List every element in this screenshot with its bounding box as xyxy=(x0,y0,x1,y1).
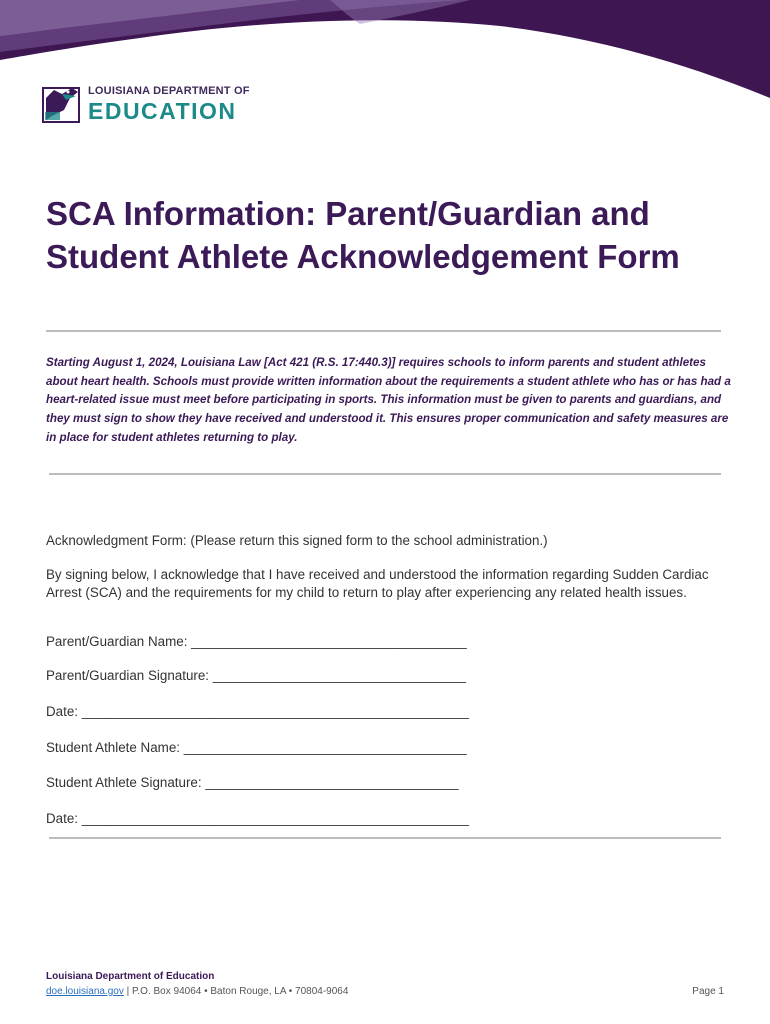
logo-education-text: EDUCATION xyxy=(88,97,237,124)
intro-paragraph: Starting August 1, 2024, Louisiana Law [Act 421 (R.S. 17:440.3)] requires schools to inform parents and student athletes about heart health. Schools must provide written information about the requirements a student athlete who has or has had a heart-related issue must meet before participating in sports. This information must be given to parents and guardians, and they must sign to show they have received and understood it. This ensures proper communication and safety measures are in place for student athletes returning to play. xyxy=(46,356,731,444)
footer-website-link[interactable]: doe.louisiana.gov xyxy=(46,986,124,997)
parent-name-field[interactable]: Parent/Guardian Name: _____________________________________ xyxy=(46,634,467,649)
parent-date-field[interactable]: Date: ____________________________________________________ xyxy=(46,704,469,719)
footer-separator: | xyxy=(123,986,132,997)
acknowledgment-statement: By signing below, I acknowledge that I have received and understood the information regarding Sudden Cardiac Arrest (SCA) and the requirements for my child to return to play after experiencing any related health issues. xyxy=(46,567,709,600)
student-date-field[interactable]: Date: ____________________________________________________ xyxy=(46,811,469,826)
pelican-icon xyxy=(42,82,82,124)
ldoe-logo xyxy=(42,80,250,126)
acknowledgment-heading: Acknowledgment Form: (Please return this signed form to the school administration.) xyxy=(46,533,548,548)
parent-signature-field[interactable]: Parent/Guardian Signature: __________________________________ xyxy=(46,668,466,683)
footer-organization: Louisiana Department of Education xyxy=(46,971,215,982)
page-title: SCA Information: Parent/Guardian and Student Athlete Acknowledgement Form xyxy=(46,195,680,275)
student-name-field[interactable]: Student Athlete Name: ______________________________________ xyxy=(46,740,467,755)
student-signature-field[interactable]: Student Athlete Signature: __________________________________ xyxy=(46,775,459,790)
footer-address: P.O. Box 94064 • Baton Rouge, LA • 70804-9064 xyxy=(132,986,349,997)
intro-divider xyxy=(49,473,721,475)
logo-department-text: LOUISIANA DEPARTMENT OF xyxy=(88,84,250,97)
title-divider xyxy=(46,330,721,332)
form-divider xyxy=(49,837,721,839)
page-number: Page 1 xyxy=(692,986,724,997)
footer-contact xyxy=(46,986,348,997)
